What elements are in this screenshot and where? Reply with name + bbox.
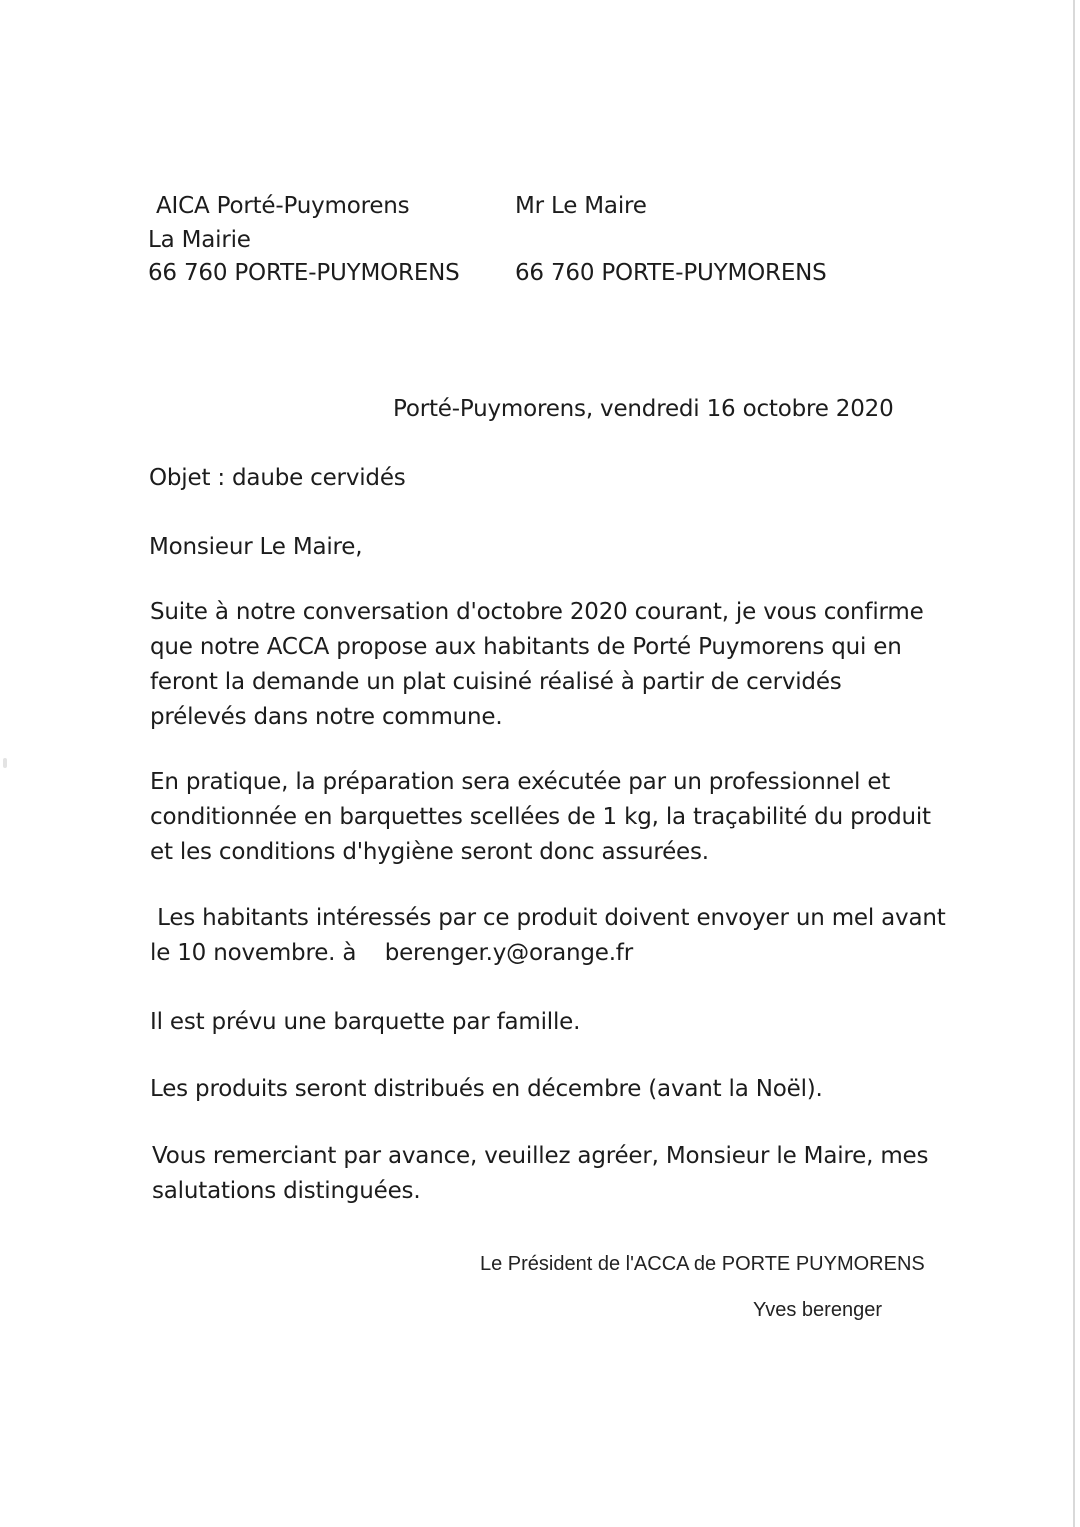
recipient-name: Mr Le Maire <box>515 193 647 219</box>
paragraph-3-line-1: Les habitants intéressés par ce produit doivent envoyer un mel avant <box>150 905 946 931</box>
paragraph-2-line-1: En pratique, la préparation sera exécutée par un professionnel et <box>150 769 891 795</box>
sender-address: 66 760 PORTE-PUYMORENS <box>148 260 460 286</box>
paragraph-6-line-2: salutations distinguées. <box>152 1178 421 1204</box>
sender-line2: La Mairie <box>148 227 251 253</box>
paragraph-5-line-1: Les produits seront distribués en décembre (avant la Noël). <box>150 1076 823 1102</box>
paragraph-1-line-4: prélevés dans notre commune. <box>150 704 503 730</box>
salutation: Monsieur Le Maire, <box>149 534 363 560</box>
recipient-address: 66 760 PORTE-PUYMORENS <box>515 260 827 286</box>
paragraph-2-line-3: et les conditions d'hygiène seront donc assurées. <box>150 839 709 865</box>
paragraph-1-line-1: Suite à notre conversation d'octobre 2020 courant, je vous confirme <box>150 599 924 625</box>
signature-name: Yves berenger <box>753 1299 882 1321</box>
scan-edge-line <box>1073 0 1075 1527</box>
paragraph-3-line-2: le 10 novembre. à berenger.y@orange.fr <box>150 940 633 966</box>
paragraph-4-line-1: Il est prévu une barquette par famille. <box>150 1009 581 1035</box>
paragraph-1-line-2: que notre ACCA propose aux habitants de Porté Puymorens qui en <box>150 634 902 660</box>
sender-name: AICA Porté-Puymorens <box>156 193 410 219</box>
signature-title: Le Président de l'ACCA de PORTE PUYMORENS <box>480 1253 925 1275</box>
paragraph-1-line-3: feront la demande un plat cuisiné réalisé à partir de cervidés <box>150 669 842 695</box>
paragraph-2-line-2: conditionnée en barquettes scellées de 1 kg, la traçabilité du produit <box>150 804 931 830</box>
scan-artifact <box>3 758 7 768</box>
paragraph-6-line-1: Vous remerciant par avance, veuillez agréer, Monsieur le Maire, mes <box>152 1143 929 1169</box>
subject-line: Objet : daube cervidés <box>149 465 406 491</box>
place-date: Porté-Puymorens, vendredi 16 octobre 2020 <box>393 396 894 422</box>
